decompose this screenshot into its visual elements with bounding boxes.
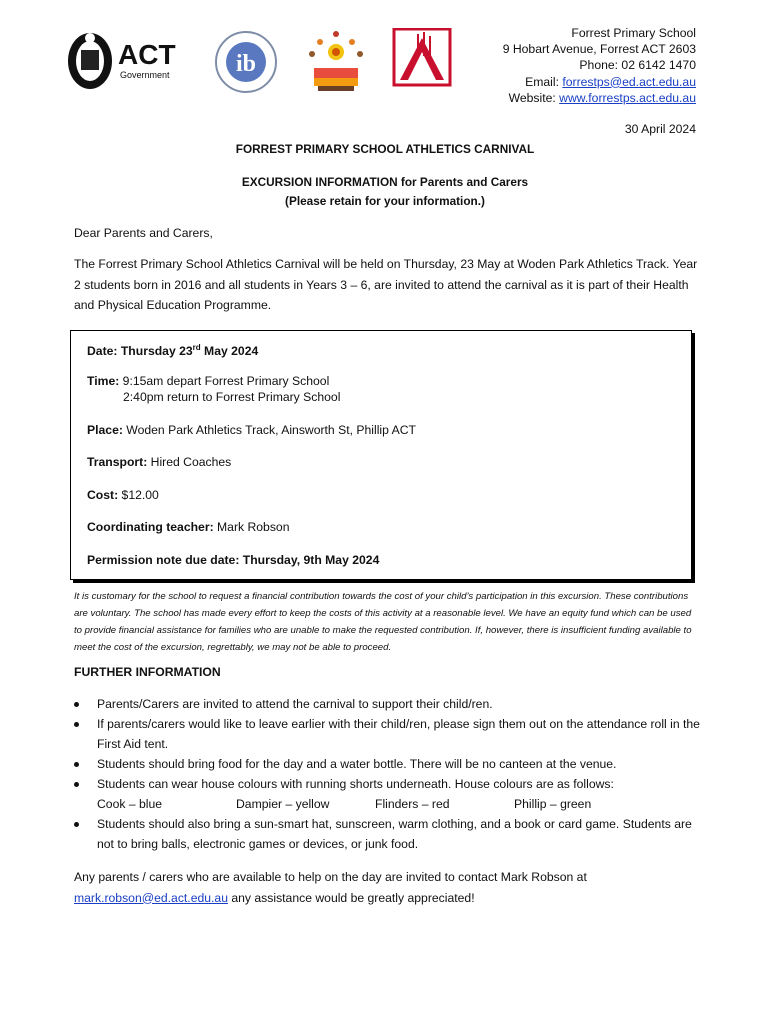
detail-teacher [87, 519, 290, 535]
excursion-details-box [70, 330, 692, 580]
house-flinders: Flinders – red [375, 797, 450, 811]
ib-text: ib [236, 51, 257, 77]
house-dampier: Dampier – yellow [236, 797, 330, 811]
closing-tail: any assistance would be greatly appreciated! [227, 890, 475, 905]
teacher-value: Mark Robson [213, 520, 290, 534]
school-phone: Phone: 02 6142 1470 [579, 58, 696, 73]
contribution-note: It is customary for the school to request a financial contribution towards the cost of your child’s participation in this excursion. These contributions are voluntary. The school has made every effort to keep the costs of this activity at a reasonable level. We have an equity fund which can be used to provide financial assistance for families who are unable to make the requested contribution. If, however, there is insufficient funding available to meet the cost of the excursion, regrettably, we may not be able to proceed. [74, 591, 692, 653]
letter-date: 30 April 2024 [624, 122, 696, 136]
date-tail: May 2024 [200, 344, 259, 359]
bullet-icon [74, 822, 79, 827]
transport-value: Hired Coaches [147, 455, 232, 469]
list-item [74, 754, 704, 774]
bullet-icon [74, 762, 79, 767]
bullet-text: If parents/carers would like to leave earlier with their child/ren, please sign them out on the attendance roll in the First Aid tent. [97, 717, 700, 751]
further-information-heading: FURTHER INFORMATION [74, 665, 221, 679]
detail-date [87, 340, 258, 359]
detail-time [87, 373, 340, 405]
website-label: Website: [508, 90, 560, 105]
closing-paragraph [74, 867, 699, 908]
school-website-line [503, 90, 696, 106]
bullet-text: Students should bring food for the day and a water bottle. There will be no canteen at the venue. [97, 757, 617, 771]
detail-place [87, 422, 416, 438]
school-street-address: 9 Hobart Avenue, Forrest ACT 2603 [502, 42, 696, 57]
detail-permission [87, 552, 379, 568]
permission-due-date: Permission note due date: Thursday, 9th May 2024 [87, 553, 380, 567]
intro-paragraph: The Forrest Primary School Athletics Carnival will be held on Thursday, 23 May at Woden Park Athletics Track. Year 2 students born in 2016 and all students in Years 3 – 6, are invited to attend the carnival as it is part of their Health and Physical Education Programme. [74, 257, 698, 312]
email-label: Email: [525, 74, 563, 89]
bullet-icon [74, 702, 79, 707]
letter-title: FORREST PRIMARY SCHOOL ATHLETICS CARNIVAL [235, 142, 535, 156]
time-label: Time: [87, 374, 120, 388]
place-label: Place: [87, 423, 123, 437]
list-item [74, 714, 704, 754]
list-item [74, 814, 704, 854]
list-item [74, 774, 704, 814]
community-art-icon [309, 31, 363, 91]
place-value: Woden Park Athletics Track, Ainsworth St, Phillip ACT [122, 423, 416, 437]
teacher-label: Coordinating teacher: [87, 520, 214, 534]
transport-label: Transport: [87, 455, 148, 469]
date-superscript: rd [192, 343, 201, 352]
school-website-link[interactable]: www.forrestps.act.edu.au [559, 90, 696, 105]
closing-text: Any parents / carers who are available to help on the day are invited to contact Mark Robson at [74, 870, 587, 884]
bullet-text: Students can wear house colours with running shorts underneath. House colours are as follows: [97, 777, 614, 791]
house-cook: Cook – blue [97, 797, 163, 811]
school-logos [66, 28, 466, 96]
greeting: Dear Parents and Carers, [74, 226, 213, 240]
bullet-text: Parents/Carers are invited to attend the carnival to support their child/ren. [97, 697, 493, 711]
contact-email-link[interactable]: mark.robson@ed.act.edu.au [74, 890, 228, 905]
house-colours [97, 794, 704, 814]
time-return: 2:40pm return to Forrest Primary School [123, 390, 341, 404]
bullet-icon [74, 782, 79, 787]
letter-subtitle: EXCURSION INFORMATION for Parents and Carers [241, 175, 529, 189]
ib-logo-icon [216, 32, 276, 92]
school-email-line [503, 74, 696, 90]
school-email-link[interactable]: forrestps@ed.act.edu.au [562, 74, 696, 89]
house-phillip: Phillip – green [514, 797, 592, 811]
date-label: Date: Thursday 23 [87, 344, 193, 359]
bullet-icon [74, 722, 79, 727]
act-wordmark: ACT [118, 39, 176, 70]
detail-cost [87, 487, 159, 503]
list-item [74, 694, 704, 714]
logo-strip [66, 28, 466, 96]
further-information-list [74, 694, 704, 854]
act-crest-icon [68, 33, 112, 89]
cost-label: Cost: [87, 488, 119, 502]
detail-transport [87, 454, 231, 470]
school-address-block [503, 25, 696, 106]
cost-value: $12.00 [118, 488, 159, 502]
act-subtitle: Government [120, 70, 170, 80]
forrest-ps-logo-icon [394, 29, 450, 85]
letter-subtitle-note: (Please retain for your information.) [285, 194, 485, 208]
time-depart: 9:15am depart Forrest Primary School [119, 374, 330, 388]
bullet-text: Students should also bring a sun-smart hat, sunscreen, warm clothing, and a book or card game. Students are not to bring balls, electronic games or devices, or junk food. [97, 817, 692, 851]
school-name: Forrest Primary School [571, 26, 696, 40]
